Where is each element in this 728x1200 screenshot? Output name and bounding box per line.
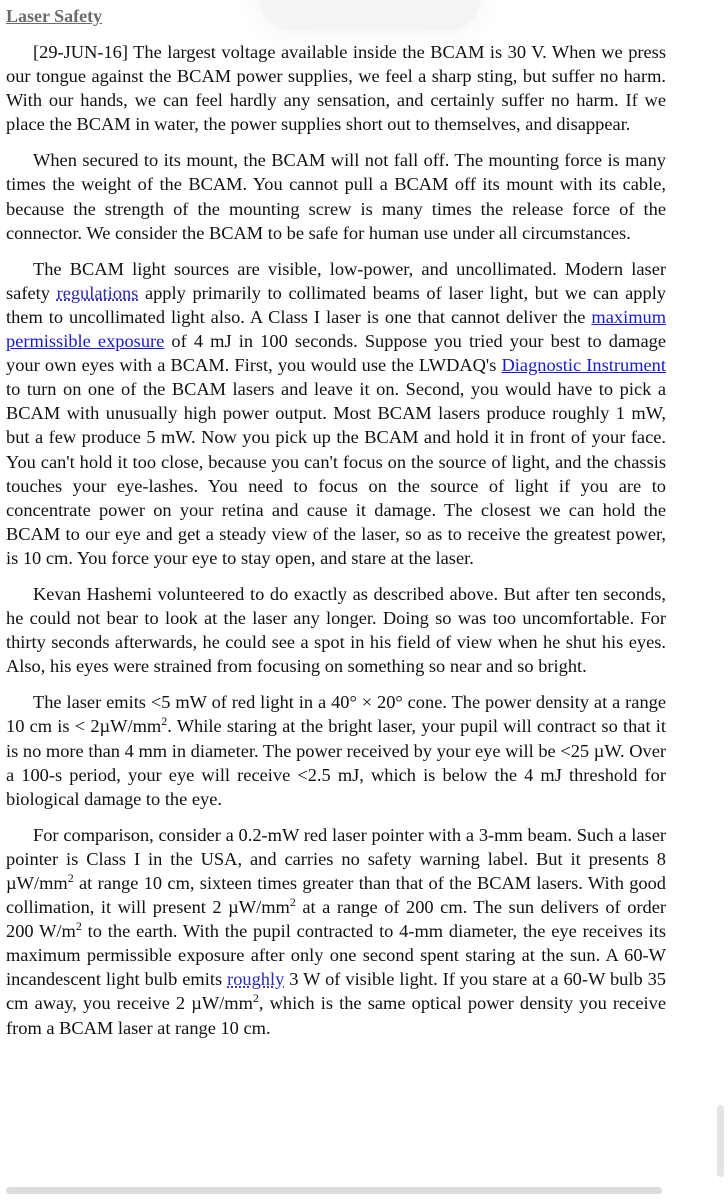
diagnostic-instrument-link[interactable]: Diagnostic Instrument <box>501 355 666 376</box>
roughly-link[interactable]: roughly <box>227 969 285 990</box>
paragraph-power-density: The laser emits <5 mW of red light in a 40° × 20° cone. The power density at a range 10 cm is < $2\mu W/mm^2$. While staring at the bright laser, your pupil will contract so that it is no more than 4 mm in diameter. The power received by your eye will be <25 µW. Over a 100-s period, your eye will receive <2.5 mJ, which is below the 4 mJ threshold for biological damage to the eye. <box>6 692 666 809</box>
maximum-permissible-exposure-link[interactable]: maximum permissible exposure <box>6 306 666 352</box>
paragraph-mounting: When secured to its mount, the BCAM will not fall off. The mounting force is many times the weight of the BCAM. You cannot pull a BCAM off its mount with its cable, because the strength of the mounting screw is many times the release force of the connector. We consider the BCAM to be safe for human use under all circumstances. <box>6 150 666 243</box>
regulations-link[interactable]: regulations <box>56 282 139 303</box>
page-title: Laser Safety <box>6 6 103 26</box>
paragraph-comparison: For comparison, consider a 0.2-mW red laser pointer with a 3-mm beam. Such a laser pointer is Class I in the USA, and carries no safety warning label. But it presents 8 $\mu W/mm^2$ at range 10 cm, sixteen times greater than that of the BCAM lasers. With good collimation, it will present 2 $\mu W/mm^2$ at a range of 200 cm. The sun delivers of order 200 $W/m^2$ to the earth. With the pupil contracted to 4-mm diameter, the eye receives its maximum permissible exposure after only one second spent staring at the sun. A 60-W incandescent light bulb emits roughly 3 W of visible light. If you stare at a 60-W bulb 35 cm away, you receive 2 $\mu W/mm^2$, which is the same optical power density you receive from a BCAM laser at range 10 cm. <box>6 824 667 1038</box>
browser-toolbar-shadow <box>260 0 480 30</box>
paragraph-light-sources: The BCAM light sources are visible, low-power, and uncollimated. Modern laser safety regulations apply primarily to collimated beams of laser light, but we can apply them to uncollimated light also. A Class I laser is one that cannot deliver the maximum permissible exposure of 4 mJ in 100 seconds. Suppose you tried your best to damage your own eyes with a BCAM. First, you would use the LWDAQ's Diagnostic Instrument to turn on one of the BCAM lasers and leave it on. Second, you would have to pick a BCAM with unusually high power output. Most BCAM lasers produce roughly 1 mW, but a few produce 5 mW. Now you pick up the BCAM and hold it in front of your face. You can't hold it too close, because you can't focus on the source of light, and the chassis touches your eye-lashes. You need to focus on the source of light if you are to concentrate power on your retina and cause it damage. The closest we can hold the BCAM to our eye and get a steady view of the laser, so as to receive the greatest power, is 10 cm. You force your eye to stay open, and stare at the laser. <box>6 258 666 568</box>
paragraph-volunteer: Kevan Hashemi volunteered to do exactly as described above. But after ten seconds, he could not bear to look at the laser any longer. Doing so was too uncomfortable. For thirty seconds afterwards, he could see a spot in his field of view when he shut his eyes. Also, his eyes were strained from focusing on something so near and so bright. <box>6 583 666 677</box>
paragraph-voltage: [29-JUN-16] The largest voltage available inside the BCAM is 30 V. When we press our tongue against the BCAM power supplies, we feel a sharp sting, but suffer no harm. With our hands, we can feel hardly any sensation, and certainly suffer no harm. If we place the BCAM in water, the power supplies short out to themselves, and disappear. <box>6 42 666 135</box>
article-body <box>6 40 666 1052</box>
horizontal-scrollbar[interactable] <box>6 1187 662 1194</box>
vertical-scrollbar[interactable] <box>717 1105 724 1177</box>
